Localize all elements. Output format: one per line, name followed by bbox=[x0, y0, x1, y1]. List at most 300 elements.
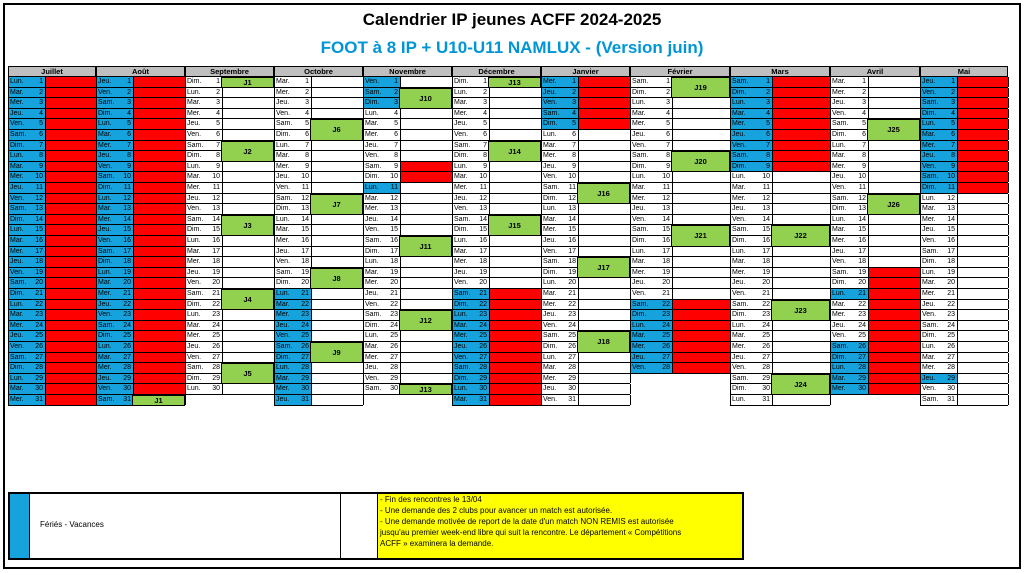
event-cell bbox=[772, 268, 831, 278]
weekday-label: Ven. bbox=[187, 205, 202, 213]
day-number: 4 bbox=[33, 109, 45, 119]
weekday-label: Sam. bbox=[632, 78, 649, 85]
day-number: 17 bbox=[568, 247, 576, 255]
event-cell bbox=[772, 183, 831, 193]
day-number: 5 bbox=[394, 120, 398, 128]
event-cell bbox=[772, 321, 831, 331]
weekday-label: Mer. bbox=[543, 300, 557, 308]
weekday-label: Lun. bbox=[365, 332, 379, 340]
matchday-label: J17 bbox=[577, 257, 630, 278]
day-number: 24 bbox=[858, 321, 866, 329]
event-cell bbox=[489, 310, 542, 320]
day-number: 17 bbox=[33, 247, 45, 257]
day-row bbox=[830, 77, 920, 88]
day-number: 25 bbox=[568, 332, 576, 340]
day-row bbox=[920, 289, 1008, 300]
weekday-label: Mar. bbox=[832, 152, 846, 160]
day-row bbox=[274, 384, 363, 395]
weekday-label: Sam. bbox=[732, 374, 749, 382]
day-number: 12 bbox=[479, 194, 487, 202]
weekday-label: Sam. bbox=[543, 258, 560, 266]
day-number: 9 bbox=[394, 162, 398, 170]
event-cell bbox=[311, 363, 364, 373]
weekday-label: Ven. bbox=[365, 300, 380, 308]
day-row bbox=[730, 247, 830, 258]
event-cell bbox=[222, 247, 275, 257]
day-row bbox=[830, 88, 920, 99]
day-number: 16 bbox=[947, 237, 955, 244]
day-number: 18 bbox=[762, 258, 770, 266]
event-cell bbox=[400, 278, 453, 288]
event-cell bbox=[672, 310, 731, 320]
weekday-label: Jeu. bbox=[832, 173, 846, 181]
day-row bbox=[8, 257, 96, 268]
event-cell bbox=[672, 268, 731, 278]
page-subtitle: FOOT à 8 IP + U10-U11 NAMLUX - (Version juin) bbox=[320, 38, 704, 57]
event-cell bbox=[957, 331, 1009, 341]
weekday-label: Mar. bbox=[632, 109, 646, 117]
weekday-label: Dim. bbox=[9, 289, 33, 299]
day-row bbox=[630, 321, 730, 332]
matchday-label: J1 bbox=[132, 395, 185, 406]
weekday-label: Mar. bbox=[632, 184, 646, 191]
day-number: 28 bbox=[855, 363, 868, 373]
weekday-label: Jeu. bbox=[365, 290, 379, 297]
weekday-label: Mer. bbox=[187, 184, 201, 191]
event-cell bbox=[868, 215, 921, 225]
matchday-label: J9 bbox=[310, 342, 363, 363]
day-row bbox=[830, 342, 920, 353]
day-number: 9 bbox=[572, 162, 576, 170]
day-number: 26 bbox=[390, 343, 398, 350]
weekday-label: Dim. bbox=[453, 374, 477, 384]
day-number: 25 bbox=[477, 331, 489, 341]
day-number: 27 bbox=[390, 353, 398, 361]
weekday-label: Mar. bbox=[453, 395, 477, 405]
event-cell bbox=[672, 183, 731, 193]
event-cell bbox=[772, 247, 831, 257]
event-cell bbox=[957, 300, 1009, 310]
event-cell bbox=[311, 321, 364, 331]
weekday-label: Mer. bbox=[632, 194, 646, 202]
event-cell bbox=[772, 363, 831, 373]
day-number: 15 bbox=[762, 226, 770, 234]
day-row bbox=[830, 236, 920, 247]
event-cell bbox=[45, 77, 97, 87]
event-cell bbox=[400, 331, 453, 341]
weekday-label: Jeu. bbox=[97, 300, 121, 310]
event-cell bbox=[133, 374, 186, 384]
day-row bbox=[185, 172, 274, 183]
weekday-label: Dim. bbox=[453, 300, 477, 310]
day-row bbox=[630, 109, 730, 120]
event-cell bbox=[489, 395, 542, 405]
day-row bbox=[96, 130, 185, 141]
notes-box bbox=[378, 494, 742, 558]
day-row bbox=[541, 289, 630, 300]
weekday-label: Ven. bbox=[732, 364, 747, 372]
day-number: 16 bbox=[479, 237, 487, 244]
day-number: 18 bbox=[301, 258, 309, 266]
event-cell bbox=[489, 342, 542, 352]
event-cell bbox=[672, 98, 731, 108]
event-cell bbox=[868, 88, 921, 98]
day-number: 9 bbox=[483, 162, 487, 170]
event-cell bbox=[868, 141, 921, 151]
day-row bbox=[363, 257, 452, 268]
day-number: 20 bbox=[662, 279, 670, 287]
event-cell bbox=[957, 342, 1009, 352]
day-number: 27 bbox=[658, 353, 672, 363]
day-number: 30 bbox=[568, 385, 576, 393]
day-number: 8 bbox=[33, 151, 45, 161]
day-row bbox=[363, 278, 452, 289]
month-header: Novembre bbox=[363, 66, 452, 77]
event-cell bbox=[489, 204, 542, 214]
event-cell bbox=[957, 395, 1009, 405]
event-cell bbox=[133, 321, 186, 331]
day-row bbox=[8, 98, 96, 109]
weekday-label: Jeu. bbox=[922, 300, 936, 308]
matchday-label: J25 bbox=[867, 119, 920, 140]
day-row bbox=[920, 300, 1008, 311]
day-number: 17 bbox=[121, 247, 133, 257]
day-row bbox=[8, 353, 96, 364]
weekday-label: Dim. bbox=[365, 173, 380, 181]
weekday-label: Mer. bbox=[97, 289, 121, 299]
weekday-label: Mar. bbox=[543, 215, 557, 223]
day-number: 3 bbox=[758, 98, 772, 108]
matchday-label: J14 bbox=[488, 141, 541, 162]
day-row bbox=[185, 194, 274, 205]
weekday-label: Sam. bbox=[454, 215, 471, 223]
day-number: 21 bbox=[947, 290, 955, 297]
day-number: 8 bbox=[572, 152, 576, 160]
month-header: Septembre bbox=[185, 66, 274, 77]
weekday-label: Lun. bbox=[832, 141, 846, 149]
day-number: 20 bbox=[479, 279, 487, 287]
event-cell bbox=[45, 141, 97, 151]
day-row bbox=[363, 353, 452, 364]
event-cell bbox=[868, 321, 921, 331]
day-number: 10 bbox=[762, 173, 770, 181]
day-number: 11 bbox=[301, 184, 309, 191]
day-number: 3 bbox=[666, 99, 670, 107]
day-number: 1 bbox=[121, 77, 133, 87]
day-row bbox=[8, 130, 96, 141]
day-row bbox=[363, 172, 452, 183]
day-number: 24 bbox=[477, 321, 489, 331]
day-row bbox=[274, 215, 363, 226]
day-number: 14 bbox=[858, 215, 866, 223]
event-cell bbox=[400, 268, 453, 278]
event-cell bbox=[957, 257, 1009, 267]
weekday-label: Ven. bbox=[454, 205, 469, 213]
day-row bbox=[920, 363, 1008, 374]
event-cell bbox=[133, 353, 186, 363]
day-row bbox=[185, 109, 274, 120]
day-row bbox=[185, 310, 274, 321]
day-row bbox=[96, 215, 185, 226]
matchday-label: J2 bbox=[221, 141, 274, 162]
event-cell bbox=[133, 141, 186, 151]
day-number: 19 bbox=[33, 268, 45, 278]
day-number: 26 bbox=[299, 342, 311, 352]
day-number: 23 bbox=[858, 311, 866, 319]
event-cell bbox=[578, 353, 631, 363]
day-number: 6 bbox=[305, 131, 309, 138]
weekday-label: Mar. bbox=[832, 78, 846, 85]
day-number: 10 bbox=[33, 172, 45, 182]
event-cell bbox=[868, 247, 921, 257]
day-number: 2 bbox=[862, 88, 866, 96]
day-number: 13 bbox=[662, 205, 670, 213]
weekday-label: Mer. bbox=[454, 258, 468, 266]
weekday-label: Dim. bbox=[9, 215, 33, 225]
day-number: 20 bbox=[301, 279, 309, 287]
day-number: 28 bbox=[762, 364, 770, 372]
event-cell bbox=[133, 289, 186, 299]
event-cell bbox=[311, 141, 364, 151]
day-row bbox=[920, 141, 1008, 152]
day-number: 5 bbox=[758, 119, 772, 129]
weekday-label: Jeu. bbox=[97, 151, 121, 161]
event-cell bbox=[957, 225, 1009, 235]
event-cell bbox=[133, 77, 186, 87]
event-cell bbox=[222, 130, 275, 140]
day-number: 13 bbox=[762, 205, 770, 213]
day-row bbox=[730, 109, 830, 120]
day-number: 13 bbox=[33, 204, 45, 214]
weekday-label: Mer. bbox=[9, 98, 33, 108]
weekday-label: Mer. bbox=[731, 119, 758, 129]
event-cell bbox=[772, 162, 831, 172]
day-row bbox=[730, 342, 830, 353]
day-number: 1 bbox=[388, 77, 400, 87]
weekday-label: Sam. bbox=[365, 237, 382, 244]
day-row bbox=[730, 151, 830, 162]
weekday-label: Jeu. bbox=[453, 342, 477, 352]
day-number: 16 bbox=[762, 237, 770, 244]
day-number: 25 bbox=[121, 331, 133, 341]
event-cell bbox=[868, 363, 921, 373]
event-cell bbox=[45, 98, 97, 108]
event-cell bbox=[400, 162, 453, 172]
weekday-label: Ven. bbox=[9, 342, 33, 352]
day-number: 16 bbox=[212, 237, 220, 244]
day-row bbox=[452, 257, 541, 268]
day-number: 14 bbox=[947, 215, 955, 223]
weekday-label: Jeu. bbox=[9, 183, 33, 193]
day-row bbox=[8, 321, 96, 332]
day-row bbox=[363, 109, 452, 120]
day-number: 23 bbox=[658, 310, 672, 320]
weekday-label: Mar. bbox=[921, 130, 945, 140]
event-cell bbox=[868, 300, 921, 310]
day-row bbox=[541, 363, 630, 374]
day-row bbox=[96, 98, 185, 109]
event-cell bbox=[45, 172, 97, 182]
weekday-label: Dim. bbox=[731, 162, 758, 172]
day-number: 30 bbox=[33, 384, 45, 394]
weekday-label: Lun. bbox=[9, 300, 33, 310]
day-row bbox=[8, 88, 96, 99]
day-row bbox=[830, 162, 920, 173]
weekday-label: Sam. bbox=[732, 226, 749, 234]
day-row bbox=[920, 88, 1008, 99]
event-cell bbox=[578, 98, 631, 108]
day-number: 21 bbox=[299, 289, 311, 299]
day-row bbox=[920, 215, 1008, 226]
day-row bbox=[185, 98, 274, 109]
day-row bbox=[8, 172, 96, 183]
event-cell bbox=[45, 321, 97, 331]
weekday-label: Mer. bbox=[97, 141, 121, 151]
weekday-label: Mar. bbox=[275, 300, 299, 310]
weekday-label: Dim. bbox=[365, 247, 380, 255]
weekday-label: Ven. bbox=[97, 162, 121, 172]
day-number: 13 bbox=[568, 205, 576, 213]
weekday-label: Lun. bbox=[731, 98, 758, 108]
day-row bbox=[274, 247, 363, 258]
day-number: 24 bbox=[390, 321, 398, 329]
day-row bbox=[630, 215, 730, 226]
event-cell bbox=[772, 289, 831, 299]
day-row bbox=[96, 119, 185, 130]
month-header: Février bbox=[630, 66, 730, 77]
day-row bbox=[96, 257, 185, 268]
event-cell bbox=[672, 353, 731, 363]
matchday-label: J15 bbox=[488, 215, 541, 236]
day-number: 1 bbox=[758, 77, 772, 87]
day-number: 11 bbox=[121, 183, 133, 193]
event-cell bbox=[868, 77, 921, 87]
day-row bbox=[541, 98, 630, 109]
event-cell bbox=[489, 98, 542, 108]
day-row bbox=[452, 183, 541, 194]
day-number: 3 bbox=[33, 98, 45, 108]
day-number: 14 bbox=[762, 215, 770, 223]
day-row bbox=[274, 172, 363, 183]
weekday-label: Mer. bbox=[543, 374, 557, 382]
day-row bbox=[920, 77, 1008, 88]
weekday-label: Ven. bbox=[187, 353, 202, 361]
matchday-label: J16 bbox=[577, 183, 630, 204]
day-number: 28 bbox=[299, 363, 311, 373]
weekday-label: Lun. bbox=[922, 194, 936, 202]
day-row bbox=[452, 109, 541, 120]
day-row bbox=[730, 363, 830, 374]
weekday-label: Ven. bbox=[9, 119, 33, 129]
event-cell bbox=[311, 77, 364, 87]
weekday-label: Lun. bbox=[543, 131, 557, 138]
day-number: 24 bbox=[568, 321, 576, 329]
weekday-label: Lun. bbox=[275, 289, 299, 299]
weekday-label: Dim. bbox=[631, 310, 658, 320]
day-row bbox=[920, 109, 1008, 120]
day-number: 7 bbox=[305, 141, 309, 149]
day-number: 10 bbox=[568, 173, 576, 181]
day-number: 25 bbox=[858, 332, 866, 340]
weekday-label: Mar. bbox=[187, 247, 201, 255]
day-row bbox=[8, 215, 96, 226]
weekday-label: Jeu. bbox=[187, 194, 201, 202]
weekday-label: Mar. bbox=[922, 353, 936, 361]
weekday-label: Dim. bbox=[454, 226, 469, 234]
day-row bbox=[830, 268, 920, 279]
weekday-label: Jeu. bbox=[632, 279, 646, 287]
day-number: 21 bbox=[855, 289, 868, 299]
event-cell bbox=[489, 353, 542, 363]
event-cell bbox=[133, 331, 186, 341]
day-row bbox=[452, 384, 541, 395]
day-row bbox=[541, 310, 630, 321]
day-row bbox=[920, 331, 1008, 342]
day-number: 9 bbox=[216, 162, 220, 170]
day-number: 19 bbox=[121, 268, 133, 278]
weekday-label: Mar. bbox=[631, 331, 658, 341]
event-cell bbox=[957, 88, 1009, 98]
weekday-label: Lun. bbox=[832, 215, 846, 223]
day-row bbox=[730, 353, 830, 364]
weekday-label: Mer. bbox=[276, 237, 290, 244]
weekday-label: Lun. bbox=[831, 363, 855, 373]
day-number: 7 bbox=[121, 141, 133, 151]
weekday-label: Jeu. bbox=[921, 374, 945, 384]
day-number: 29 bbox=[762, 374, 770, 382]
day-row bbox=[185, 236, 274, 247]
day-number: 2 bbox=[483, 88, 487, 96]
weekday-label: Jeu. bbox=[922, 226, 936, 234]
day-number: 11 bbox=[479, 184, 487, 191]
weekday-label: Mar. bbox=[9, 162, 33, 172]
month-header: Mars bbox=[730, 66, 830, 77]
event-cell bbox=[578, 162, 631, 172]
day-number: 27 bbox=[947, 353, 955, 361]
day-row bbox=[96, 204, 185, 215]
event-cell bbox=[868, 289, 921, 299]
weekday-label: Sam. bbox=[832, 268, 849, 276]
day-row bbox=[274, 300, 363, 311]
day-row bbox=[274, 141, 363, 152]
weekday-label: Ven. bbox=[454, 279, 469, 287]
weekday-label: Lun. bbox=[187, 88, 201, 96]
weekday-label: Ven. bbox=[732, 290, 747, 297]
event-cell bbox=[672, 321, 731, 331]
legend-box bbox=[8, 492, 744, 560]
day-row bbox=[830, 353, 920, 364]
day-row bbox=[363, 141, 452, 152]
day-row bbox=[541, 162, 630, 173]
event-cell bbox=[311, 331, 364, 341]
event-cell bbox=[957, 247, 1009, 257]
event-cell bbox=[772, 278, 831, 288]
day-number: 8 bbox=[666, 152, 670, 160]
day-number: 13 bbox=[858, 205, 866, 213]
day-row bbox=[274, 321, 363, 332]
event-cell bbox=[311, 98, 364, 108]
weekday-label: Mar. bbox=[453, 321, 477, 331]
event-cell bbox=[133, 88, 186, 98]
day-number: 26 bbox=[121, 342, 133, 352]
day-row bbox=[920, 384, 1008, 395]
weekday-label: Mer. bbox=[365, 205, 379, 213]
event-cell bbox=[222, 194, 275, 204]
day-row bbox=[96, 374, 185, 385]
day-number: 5 bbox=[566, 119, 578, 129]
day-number: 17 bbox=[858, 247, 866, 255]
event-cell bbox=[400, 225, 453, 235]
